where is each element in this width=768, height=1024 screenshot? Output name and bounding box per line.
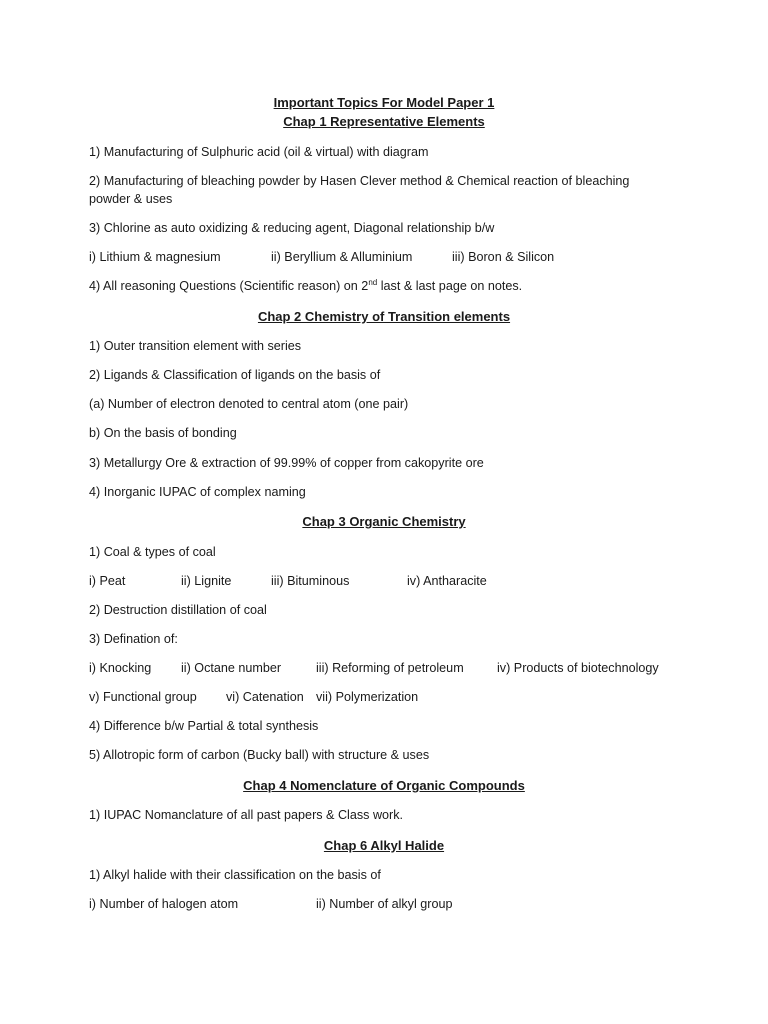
chap4-item-1: 1) IUPAC Nomanclature of all past papers & Class work. <box>89 808 404 822</box>
chap3-item-2: 2) Destruction distillation of coal <box>89 603 267 617</box>
chapter-2-heading: Chap 2 Chemistry of Transition elements <box>257 309 511 324</box>
chap2-item: 4) Inorganic IUPAC of complex naming <box>89 485 306 499</box>
chap2-item: 1) Outer transition element with series <box>89 339 302 353</box>
pair-item: i) Lithium & magnesium <box>89 250 221 264</box>
chap1-item-3: 3) Chlorine as auto oxidizing & reducing agent, Diagonal relationship b/w <box>89 221 495 235</box>
chap3-item-5: 5) Allotropic form of carbon (Bucky ball) with structure & uses <box>89 748 430 762</box>
chapter-4-heading: Chap 4 Nomenclature of Organic Compounds <box>243 778 525 793</box>
chapter-3-heading: Chap 3 Organic Chemistry <box>302 514 466 529</box>
chapter-1-heading: Chap 1 Representative Elements <box>283 114 485 129</box>
coal-type: iii) Bituminous <box>271 574 350 588</box>
coal-type: i) Peat <box>89 574 126 588</box>
chap1-item-4-text: 4) All reasoning Questions (Scientific reason) on 2 <box>89 279 369 293</box>
chap3-item-3: 3) Defination of: <box>89 632 178 646</box>
definition-item: iii) Reforming of petroleum <box>316 661 464 675</box>
document-title: Important Topics For Model Paper 1 <box>273 95 495 110</box>
chap3-item-1: 1) Coal & types of coal <box>89 545 216 559</box>
definition-item: iv) Products of biotechnology <box>497 661 659 675</box>
chap2-item: 3) Metallurgy Ore & extraction of 99.99% of copper from cakopyrite ore <box>89 456 484 470</box>
chap2-item: 2) Ligands & Classification of ligands on the basis of <box>89 368 381 382</box>
definition-item: ii) Octane number <box>181 661 282 675</box>
chap3-item-4: 4) Difference b/w Partial & total synthesis <box>89 719 319 733</box>
definition-item: v) Functional group <box>89 690 197 704</box>
coal-type: ii) Lignite <box>181 574 232 588</box>
pair-item: ii) Beryllium & Alluminium <box>271 250 413 264</box>
basis-item: i) Number of halogen atom <box>89 897 239 911</box>
chap2-item: (a) Number of electron denoted to central atom (one pair) <box>89 397 409 411</box>
ordinal-superscript: nd <box>368 277 378 287</box>
chap1-item-4-rest: last & last page on notes. <box>377 279 523 293</box>
chap1-item-1: 1) Manufacturing of Sulphuric acid (oil & virtual) with diagram <box>89 145 429 159</box>
chap2-item: b) On the basis of bonding <box>89 426 237 440</box>
chapter-6-heading: Chap 6 Alkyl Halide <box>323 838 445 853</box>
definition-item: vi) Catenation <box>226 690 304 704</box>
definition-item: i) Knocking <box>89 661 152 675</box>
coal-type: iv) Antharacite <box>407 574 487 588</box>
pair-item: iii) Boron & Silicon <box>452 250 555 264</box>
definition-item: vii) Polymerization <box>316 690 419 704</box>
chap1-item-4 <box>89 277 522 295</box>
chap6-item-1: 1) Alkyl halide with their classification on the basis of <box>89 868 381 882</box>
chap1-item-2: 2) Manufacturing of bleaching powder by Hasen Clever method & Chemical reaction of bleaching powder & uses <box>89 174 630 206</box>
basis-item: ii) Number of alkyl group <box>316 897 453 911</box>
